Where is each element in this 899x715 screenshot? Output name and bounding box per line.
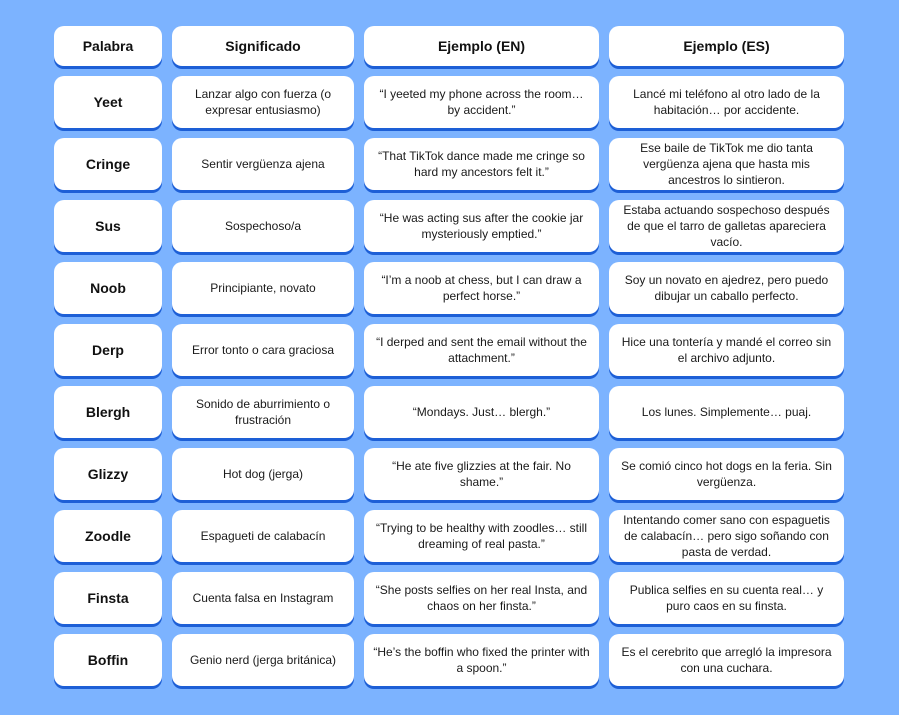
example-en-cell: “He ate five glizzies at the fair. No shame.” bbox=[364, 448, 599, 500]
header-ejemplo-es: Ejemplo (ES) bbox=[609, 26, 844, 66]
example-es-cell: Soy un novato en ajedrez, pero puedo dibujar un caballo perfecto. bbox=[609, 262, 844, 314]
example-es-cell: Lancé mi teléfono al otro lado de la habitación… por accidente. bbox=[609, 76, 844, 128]
example-en-cell: “I derped and sent the email without the attachment.” bbox=[364, 324, 599, 376]
example-en-cell: “He was acting sus after the cookie jar mysteriously emptied.” bbox=[364, 200, 599, 252]
meaning-cell: Sonido de aburrimiento o frustración bbox=[172, 386, 354, 438]
word-cell: Cringe bbox=[54, 138, 162, 190]
meaning-cell: Hot dog (jerga) bbox=[172, 448, 354, 500]
example-es-cell: Publica selfies en su cuenta real… y puro caos en su finsta. bbox=[609, 572, 844, 624]
word-cell: Sus bbox=[54, 200, 162, 252]
slang-table bbox=[54, 26, 844, 686]
header-significado: Significado bbox=[172, 26, 354, 66]
word-cell: Boffin bbox=[54, 634, 162, 686]
meaning-cell: Sospechoso/a bbox=[172, 200, 354, 252]
meaning-cell: Lanzar algo con fuerza (o expresar entusiasmo) bbox=[172, 76, 354, 128]
word-cell: Yeet bbox=[54, 76, 162, 128]
word-cell: Glizzy bbox=[54, 448, 162, 500]
meaning-cell: Sentir vergüenza ajena bbox=[172, 138, 354, 190]
word-cell: Finsta bbox=[54, 572, 162, 624]
meaning-cell: Principiante, novato bbox=[172, 262, 354, 314]
meaning-cell: Error tonto o cara graciosa bbox=[172, 324, 354, 376]
example-en-cell: “Mondays. Just… blergh.” bbox=[364, 386, 599, 438]
header-ejemplo-en: Ejemplo (EN) bbox=[364, 26, 599, 66]
word-cell: Noob bbox=[54, 262, 162, 314]
example-es-cell: Se comió cinco hot dogs en la feria. Sin vergüenza. bbox=[609, 448, 844, 500]
word-cell: Derp bbox=[54, 324, 162, 376]
example-en-cell: “I’m a noob at chess, but I can draw a perfect horse.” bbox=[364, 262, 599, 314]
example-es-cell: Ese baile de TikTok me dio tanta vergüenza ajena que hasta mis ancestros lo sintieron. bbox=[609, 138, 844, 190]
example-es-cell: Los lunes. Simplemente… puaj. bbox=[609, 386, 844, 438]
example-es-cell: Estaba actuando sospechoso después de que el tarro de galletas apareciera vacío. bbox=[609, 200, 844, 252]
example-en-cell: “He’s the boffin who fixed the printer with a spoon.” bbox=[364, 634, 599, 686]
meaning-cell: Espagueti de calabacín bbox=[172, 510, 354, 562]
example-es-cell: Intentando comer sano con espaguetis de calabacín… pero sigo soñando con pasta de verdad. bbox=[609, 510, 844, 562]
word-cell: Zoodle bbox=[54, 510, 162, 562]
word-cell: Blergh bbox=[54, 386, 162, 438]
example-en-cell: “That TikTok dance made me cringe so hard my ancestors felt it.” bbox=[364, 138, 599, 190]
example-en-cell: “She posts selfies on her real Insta, and chaos on her finsta.” bbox=[364, 572, 599, 624]
example-es-cell: Es el cerebrito que arregló la impresora con una cuchara. bbox=[609, 634, 844, 686]
example-en-cell: “Trying to be healthy with zoodles… still dreaming of real pasta.” bbox=[364, 510, 599, 562]
example-es-cell: Hice una tontería y mandé el correo sin el archivo adjunto. bbox=[609, 324, 844, 376]
header-palabra: Palabra bbox=[54, 26, 162, 66]
meaning-cell: Genio nerd (jerga británica) bbox=[172, 634, 354, 686]
example-en-cell: “I yeeted my phone across the room… by accident.” bbox=[364, 76, 599, 128]
meaning-cell: Cuenta falsa en Instagram bbox=[172, 572, 354, 624]
